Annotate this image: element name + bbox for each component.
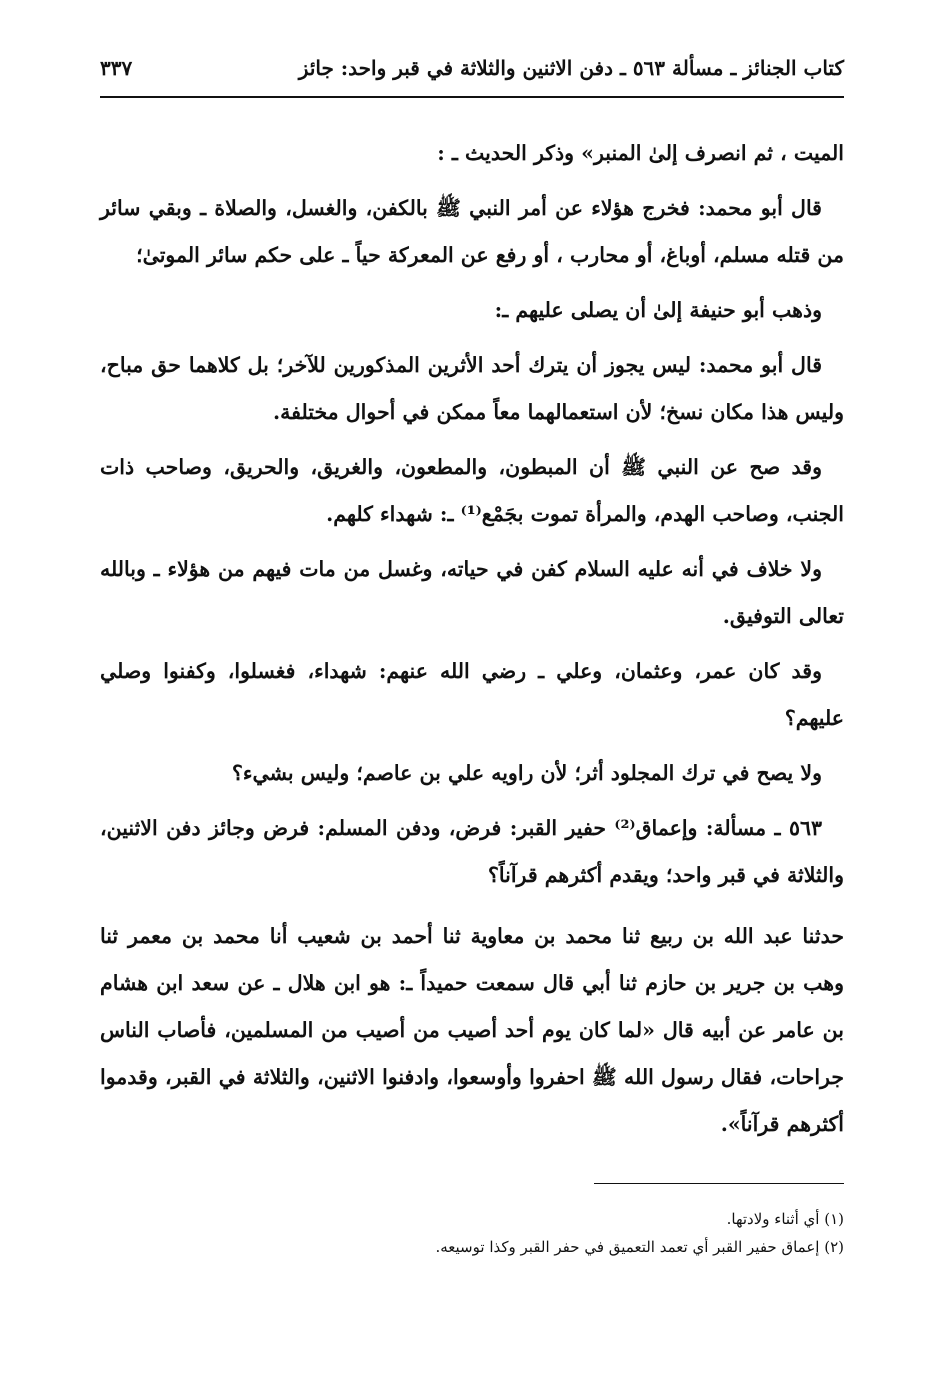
paragraph: قال أبو محمد: فخرج هؤلاء عن أمر النبي ﷺ بالكفن، والغسل، والصلاة ـ وبقي سائر من قتله مسلم، أوباغ، أو محارب ، أو رفع عن المعركة حياً ـ على حكم سائر الموتىٰ؛	[100, 196, 844, 267]
paragraph: وقد كان عمر، وعثمان، وعلي ـ رضي الله عنهم: شهداء، فغسلوا، وكفنوا وصلي عليهم؟	[100, 659, 844, 730]
main-text	[100, 130, 844, 1156]
header-title: كتاب الجنائز ـ مسألة ٥٦٣ ـ دفن الاثنين والثلاثة في قبر واحد: جائز	[298, 56, 844, 80]
paragraph: ولا يصح في ترك المجلود أثر؛ لأن راويه علي بن عاصم؛ وليس بشيء؟	[232, 761, 822, 785]
masala-paragraph	[100, 805, 844, 899]
paragraph: وقد صح عن النبي ﷺ أن المبطون، والمطعون، والغريق، والحريق، وصاحب ذات الجنب، وصاحب الهدم، والمرأة تموت بجَمْع⁽¹⁾ ـ: شهداء كلهم.	[100, 455, 844, 526]
footnote-rule	[594, 1183, 844, 1184]
footnote: (٢) إعماق حفير القبر أي تعمد التعميق في حفر القبر وكذا توسيعه.	[435, 1238, 844, 1256]
hadith-paragraph: حدثنا عبد الله بن ربيع ثنا محمد بن معاوية ثنا أحمد بن شعيب أنا محمد بن معمر ثنا وهب بن جرير بن حازم ثنا أبي قال سمعت حميداً ـ: هو ابن هلال ـ عن سعد ابن هشام بن عامر عن أبيه قال «لما كان يوم أحد أصيب من أصيب من المسلمين، فأصاب الناس جراحات، فقال رسول الله ﷺ احفروا وأوسعوا، وادفنوا الاثنين، والثلاثة في القبر، وقدموا أكثرهم قرآناً».	[100, 924, 844, 1136]
header-rule	[100, 96, 844, 98]
running-header	[100, 48, 844, 88]
masala-number: ٥٦٣ ـ مسألة:	[705, 816, 822, 840]
page-number: ٣٣٧	[100, 56, 133, 80]
footnotes	[100, 1205, 844, 1261]
paragraph: وذهب أبو حنيفة إلىٰ أن يصلى عليهم ـ:	[494, 298, 822, 322]
masala-text: وإعماق⁽²⁾ حفير القبر: فرض، ودفن المسلم: فرض وجائز دفن الاثنين، والثلاثة في قبر واحد؛ ويقدم أكثرهم قرآناً؟	[100, 816, 844, 887]
paragraph: قال أبو محمد: ليس يجوز أن يترك أحد الأثرين المذكورين للآخر؛ بل كلاهما حق مباح، وليس هذا مكان نسخ؛ لأن استعمالهما معاً ممكن في أحوال مختلفة.	[100, 353, 844, 424]
footnote: (١) أي أثناء ولادتها.	[726, 1210, 844, 1228]
paragraph: ولا خلاف في أنه عليه السلام كفن في حياته، وغسل من مات فيهم من هؤلاء ـ وبالله تعالى التوفيق.	[100, 557, 844, 628]
paragraph: الميت ، ثم انصرف إلىٰ المنبر» وذكر الحديث ـ :	[437, 141, 844, 165]
